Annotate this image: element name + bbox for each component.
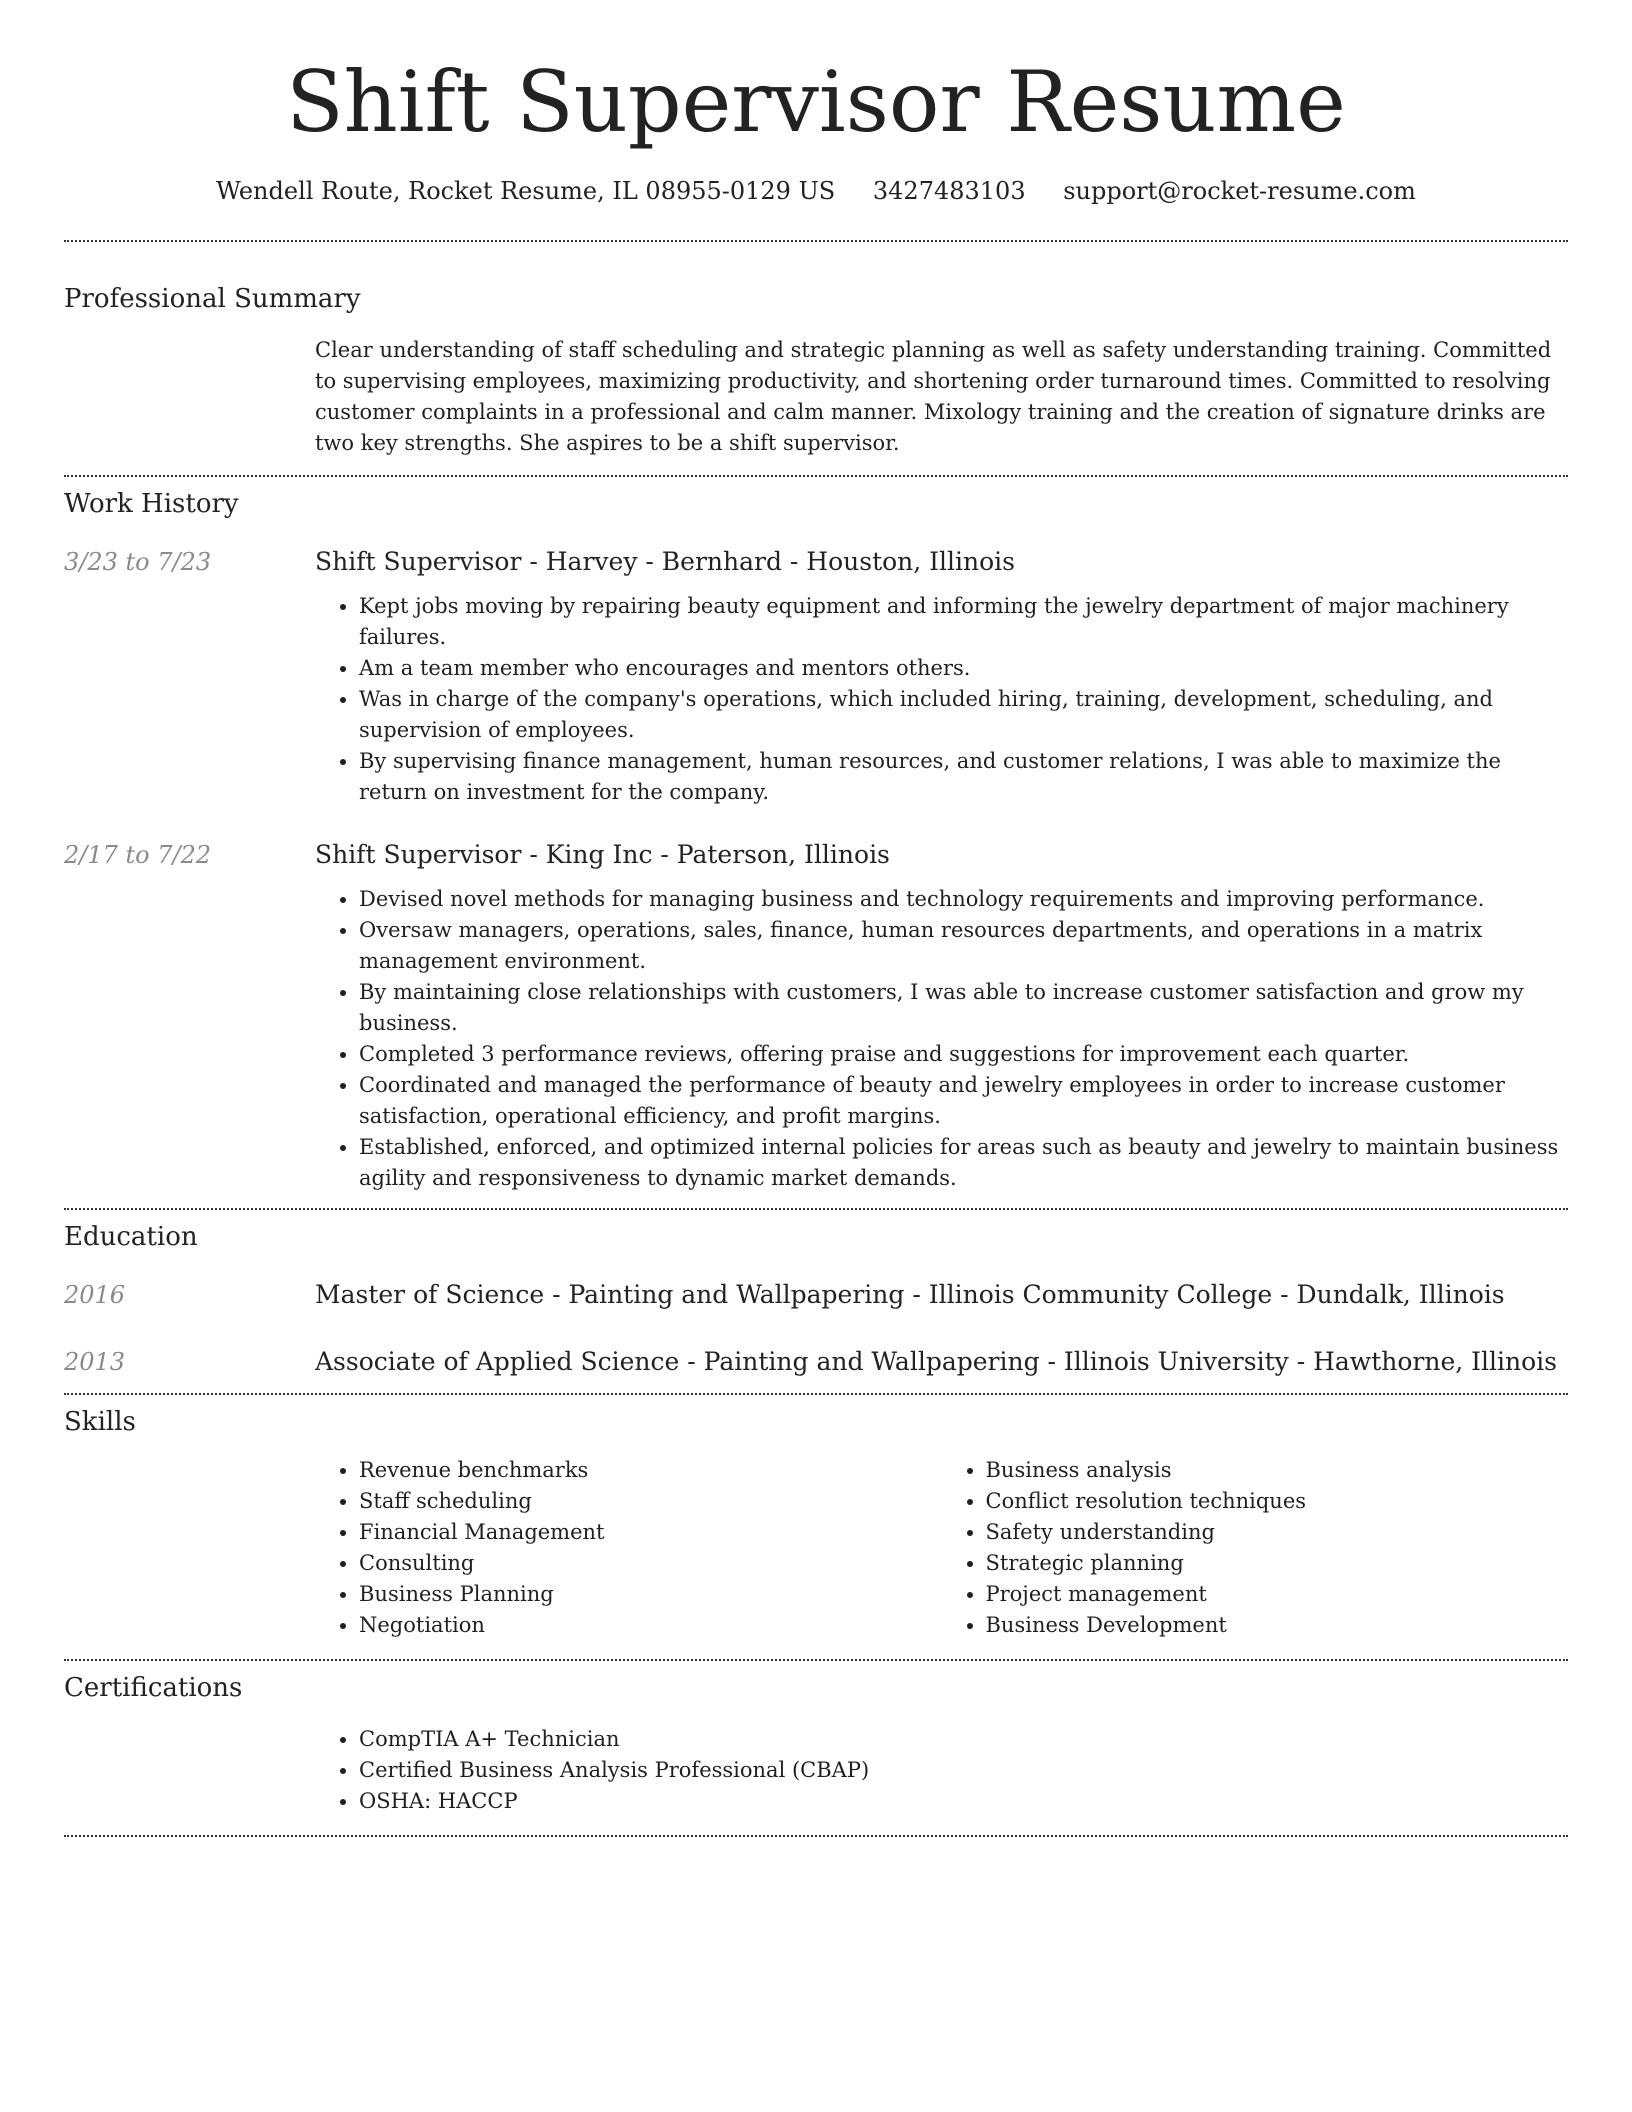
- skills-list-left: [315, 1455, 942, 1641]
- education-entry: [64, 1345, 1568, 1393]
- section-heading: Skills: [64, 1407, 136, 1437]
- list-item: • Revenue benchmarks: [359, 1455, 942, 1486]
- list-item: • OSHA: HACCP: [359, 1786, 1568, 1817]
- education-entry: [64, 1278, 1568, 1312]
- education-title: Associate of Applied Science - Painting and Wallpapering - Illinois University - Hawthorne, Illinois: [315, 1347, 1557, 1376]
- list-item: • Project management: [986, 1579, 1569, 1610]
- divider: [64, 1835, 1568, 1837]
- list-item: • Established, enforced, and optimized internal policies for areas such as beauty and jewelry to maintain business agility and responsiveness to dynamic market demands.: [359, 1132, 1568, 1194]
- certifications-section: [64, 1661, 1568, 1835]
- list-item: • Completed 3 performance reviews, offering praise and suggestions for improvement each quarter.: [359, 1039, 1568, 1070]
- list-item: • Business Development: [986, 1610, 1569, 1641]
- summary-section: [64, 242, 1568, 475]
- job-entry: [64, 838, 1568, 1208]
- list-item: • By supervising finance management, human resources, and customer relations, I was able to maximize the return on investment for the company.: [359, 746, 1568, 808]
- job-title: Shift Supervisor - King Inc - Paterson, Illinois: [315, 840, 890, 869]
- section-heading: Certifications: [64, 1673, 243, 1703]
- list-item: • Am a team member who encourages and mentors others.: [359, 653, 1568, 684]
- list-item: • CompTIA A+ Technician: [359, 1724, 1568, 1755]
- list-item: • Financial Management: [359, 1517, 942, 1548]
- job-title: Shift Supervisor - Harvey - Bernhard - Houston, Illinois: [315, 547, 1016, 576]
- skills-section: [64, 1395, 1568, 1659]
- list-item: • By maintaining close relationships with customers, I was able to increase customer satisfaction and grow my business.: [359, 977, 1568, 1039]
- section-heading: Professional Summary: [64, 284, 361, 314]
- resume-title: Shift Supervisor Resume: [286, 53, 1346, 151]
- list-item: • Consulting: [359, 1548, 942, 1579]
- job-entry: [64, 545, 1568, 808]
- list-item: • Devised novel methods for managing business and technology requirements and improving performance.: [359, 884, 1568, 915]
- list-item: • Coordinated and managed the performance of beauty and jewelry employees in order to increase customer satisfaction, operational efficiency, and profit margins.: [359, 1070, 1568, 1132]
- list-item: • Negotiation: [359, 1610, 942, 1641]
- skills-list-right: [942, 1455, 1569, 1641]
- education-date: 2013: [64, 1348, 126, 1376]
- education-title: Master of Science - Painting and Wallpapering - Illinois Community College - Dundalk, Illinois: [315, 1280, 1505, 1309]
- job-date: 2/17 to 7/22: [64, 841, 212, 869]
- job-bullets: [315, 591, 1568, 808]
- contact-line: [64, 174, 1568, 208]
- list-item: • Strategic planning: [986, 1548, 1569, 1579]
- list-item: • Business Planning: [359, 1579, 942, 1610]
- job-date: 3/23 to 7/23: [64, 548, 212, 576]
- phone: 3427483103: [872, 177, 1026, 205]
- education-date: 2016: [64, 1281, 126, 1309]
- job-bullets: [315, 884, 1568, 1194]
- list-item: • Safety understanding: [986, 1517, 1569, 1548]
- email: support@rocket-resume.com: [1063, 177, 1416, 205]
- work-history-section: [64, 477, 1568, 1208]
- section-heading: Education: [64, 1222, 198, 1252]
- list-item: • Business analysis: [986, 1455, 1569, 1486]
- summary-text: Clear understanding of staff scheduling and strategic planning as well as safety understanding training. Committed to supervising employees, maximizing productivity, and shortening order turnaround times. Committed to resolving customer complaints in a professional and calm manner. Mixology training and the creation of signature drinks are two key strengths. She aspires to be a shift supervisor.: [315, 338, 1552, 455]
- list-item: • Was in charge of the company's operations, which included hiring, training, development, scheduling, and supervision of employees.: [359, 684, 1568, 746]
- list-item: • Kept jobs moving by repairing beauty equipment and informing the jewelry department of major machinery failures.: [359, 591, 1568, 653]
- address: Wendell Route, Rocket Resume, IL 08955-0129 US: [216, 177, 836, 205]
- education-section: [64, 1210, 1568, 1393]
- list-item: • Oversaw managers, operations, sales, finance, human resources departments, and operations in a matrix management environment.: [359, 915, 1568, 977]
- certifications-list: [315, 1724, 1568, 1817]
- list-item: • Staff scheduling: [359, 1486, 942, 1517]
- list-item: • Conflict resolution techniques: [986, 1486, 1569, 1517]
- list-item: • Certified Business Analysis Professional (CBAP): [359, 1755, 1568, 1786]
- section-heading: Work History: [64, 489, 239, 519]
